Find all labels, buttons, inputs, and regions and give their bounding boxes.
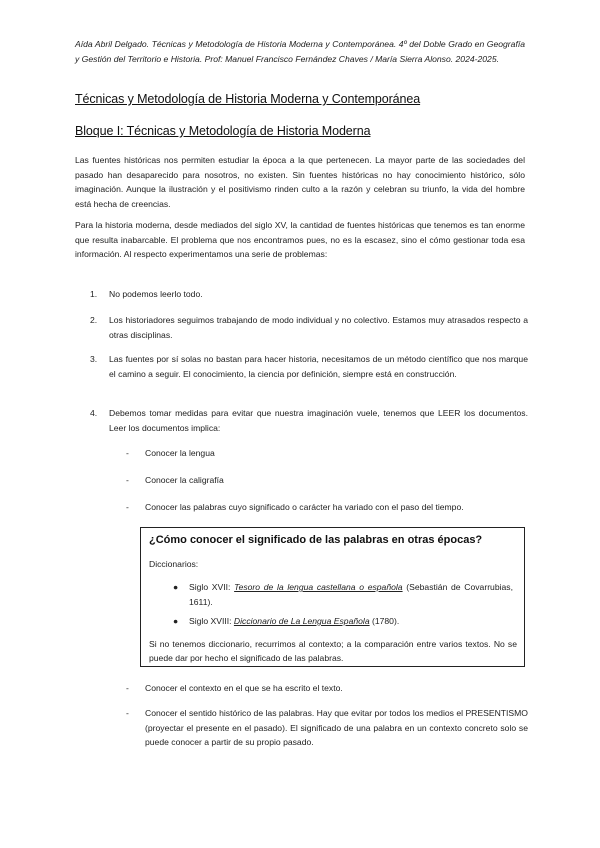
dictionary-item	[173, 614, 513, 629]
dictionary-century: Siglo XVII:	[189, 582, 235, 592]
dash-item	[126, 706, 528, 750]
dictionary-item	[173, 580, 513, 609]
numbered-item	[90, 352, 528, 381]
dictionary-title: Diccionario de La Lengua Española	[233, 616, 370, 626]
dash-text: Conocer el contexto en el que se ha escrito el texto.	[145, 683, 343, 693]
info-box	[140, 527, 525, 667]
numbered-item	[90, 313, 528, 342]
dash-text: Conocer las palabras cuyo significado o carácter ha variado con el paso del tiempo.	[145, 502, 464, 512]
numbered-item	[90, 287, 528, 302]
item-text: Los historiadores seguimos trabajando de modo individual y no colectivo. Estamos muy atrasados respecto a otras disciplinas.	[109, 315, 528, 340]
document-header: Aída Abril Delgado. Técnicas y Metodología de Historia Moderna y Contemporánea. 4º del Doble Grado en Geografía y Gestión del Territorio e Historia. Prof: Manuel Francisco Fernández Chaves / María Sierra Alonso. 2024-2025.	[75, 39, 525, 64]
info-box-intro: Diccionarios:	[149, 559, 199, 569]
item-number: 3.	[90, 354, 98, 364]
item-number: 4.	[90, 408, 98, 418]
document-title: Técnicas y Metodología de Historia Moderna y Contemporánea	[75, 92, 421, 106]
item-number: 2.	[90, 315, 98, 325]
dictionary-details: (1780).	[369, 616, 400, 626]
dash-text: Conocer la lengua	[145, 448, 215, 458]
info-box-title: ¿Cómo conocer el significado de las palabras en otras épocas?	[149, 534, 483, 546]
dash-item	[126, 473, 528, 488]
dash-item	[126, 681, 528, 696]
info-box-footer: Si no tenemos diccionario, recurrimos al contexto; a la comparación entre varios textos. No se puede dar por hecho el significado de las palabras.	[149, 639, 517, 663]
dash-item	[126, 446, 528, 461]
paragraph: Las fuentes históricas nos permiten estudiar la época a la que pertenecen. La mayor parte de las sociedades del pasado han desaparecido para nosotros, no existen. Sin fuentes históricas no hay conocimiento histórico, sólo imaginación. Aunque la ilustración y el positivismo rinden culto a la razón y celebran su triunfo, la vida del hombre está hecha de creencias.	[75, 155, 525, 209]
item-number: 1.	[90, 289, 98, 299]
dash-marker: -	[126, 683, 129, 693]
dash-item	[126, 500, 528, 515]
dash-marker: -	[126, 448, 129, 458]
item-text: Debemos tomar medidas para evitar que nuestra imaginación vuele, tenemos que LEER los documentos. Leer los documentos implica:	[109, 408, 528, 433]
bullet-marker: ●	[173, 582, 179, 592]
dictionary-details: (Sebastián de Covarrubias, 1611).	[189, 582, 513, 607]
paragraph: Para la historia moderna, desde mediados del siglo XV, la cantidad de fuentes históricas que tenemos es tan enorme que resulta inabarcable. El problema que nos encontramos pues, no es la escasez, sino el cómo gestionar toda esa información. Al respecto experimentamos una serie de problemas:	[75, 220, 525, 259]
numbered-item	[90, 406, 528, 435]
bullet-marker: ●	[173, 616, 179, 626]
section-title: Bloque I: Técnicas y Metodología de Historia Moderna	[75, 124, 371, 138]
dictionary-century: Siglo XVIII:	[189, 616, 234, 626]
dash-text: Conocer la caligrafía	[145, 475, 224, 485]
dictionary-title: Tesoro de la lengua castellana o española	[234, 582, 403, 592]
item-text: No podemos leerlo todo.	[109, 289, 203, 299]
dash-text: Conocer el sentido histórico de las palabras. Hay que evitar por todos los medios el PRESENTISMO (proyectar el presente en el pasado). El significado de una palabra en un contexto concreto solo se puede conocer a partir de su propio pasado.	[145, 708, 528, 747]
dash-marker: -	[126, 502, 129, 512]
dash-marker: -	[126, 475, 129, 485]
item-text: Las fuentes por sí solas no bastan para hacer historia, necesitamos de un método científico que nos marque el camino a seguir. El conocimiento, la ciencia por definición, siempre está en construcción.	[109, 354, 528, 379]
dash-marker: -	[126, 708, 129, 718]
